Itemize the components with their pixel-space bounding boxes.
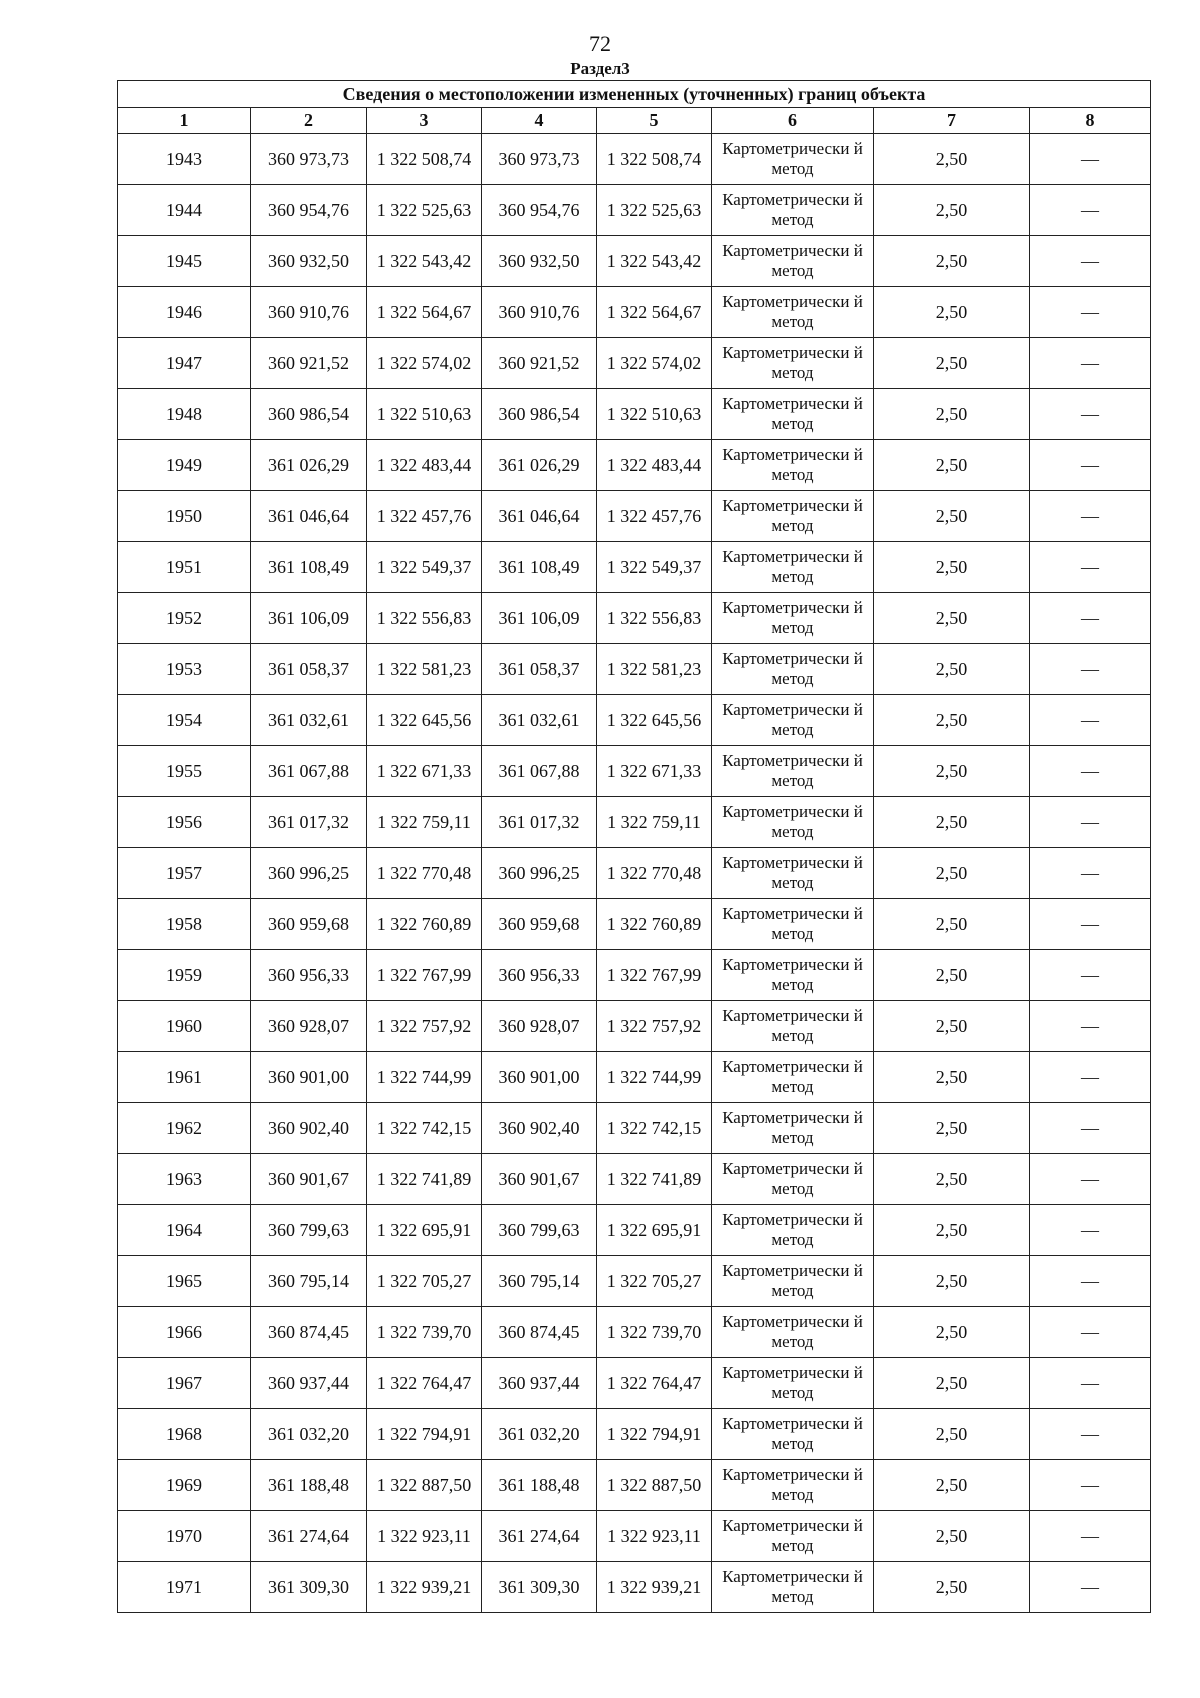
cell-x-new: 361 058,37	[482, 644, 597, 695]
table-row	[118, 644, 1151, 695]
cell-method: Картометрически й метод	[712, 491, 874, 542]
cell-method: Картометрически й метод	[712, 287, 874, 338]
cell-x-new: 360 901,67	[482, 1154, 597, 1205]
cell-point-number: 1963	[118, 1154, 251, 1205]
cell-x-old: 360 921,52	[251, 338, 367, 389]
cell-accuracy: 2,50	[874, 1409, 1030, 1460]
table-row	[118, 1511, 1151, 1562]
table-row	[118, 389, 1151, 440]
cell-y-new: 1 322 645,56	[597, 695, 712, 746]
cell-x-new: 360 954,76	[482, 185, 597, 236]
cell-y-new: 1 322 939,21	[597, 1562, 712, 1613]
cell-description: —	[1030, 1103, 1151, 1154]
table-row	[118, 491, 1151, 542]
cell-description: —	[1030, 1205, 1151, 1256]
cell-point-number: 1949	[118, 440, 251, 491]
cell-y-new: 1 322 549,37	[597, 542, 712, 593]
cell-description: —	[1030, 797, 1151, 848]
cell-accuracy: 2,50	[874, 1103, 1030, 1154]
table-row	[118, 1358, 1151, 1409]
cell-description: —	[1030, 236, 1151, 287]
cell-description: —	[1030, 134, 1151, 185]
section-title: Раздел3	[570, 59, 630, 78]
cell-y-new: 1 322 770,48	[597, 848, 712, 899]
cell-x-new: 361 026,29	[482, 440, 597, 491]
cell-method: Картометрически й метод	[712, 899, 874, 950]
cell-y-new: 1 322 671,33	[597, 746, 712, 797]
cell-method: Картометрически й метод	[712, 134, 874, 185]
cell-method: Картометрически й метод	[712, 1562, 874, 1613]
table-row	[118, 542, 1151, 593]
cell-accuracy: 2,50	[874, 1511, 1030, 1562]
cell-y-new: 1 322 739,70	[597, 1307, 712, 1358]
cell-x-new: 361 017,32	[482, 797, 597, 848]
table-row	[118, 848, 1151, 899]
cell-description: —	[1030, 848, 1151, 899]
cell-point-number: 1958	[118, 899, 251, 950]
cell-method: Картометрически й метод	[712, 1205, 874, 1256]
cell-description: —	[1030, 491, 1151, 542]
cell-description: —	[1030, 542, 1151, 593]
cell-accuracy: 2,50	[874, 1205, 1030, 1256]
cell-x-old: 360 902,40	[251, 1103, 367, 1154]
cell-method: Картометрически й метод	[712, 950, 874, 1001]
cell-y-old: 1 322 574,02	[367, 338, 482, 389]
table-row	[118, 338, 1151, 389]
cell-y-new: 1 322 525,63	[597, 185, 712, 236]
cell-x-old: 360 956,33	[251, 950, 367, 1001]
cell-x-old: 360 932,50	[251, 236, 367, 287]
cell-x-old: 361 188,48	[251, 1460, 367, 1511]
table-row	[118, 1460, 1151, 1511]
cell-x-new: 361 108,49	[482, 542, 597, 593]
cell-x-old: 361 058,37	[251, 644, 367, 695]
cell-point-number: 1948	[118, 389, 251, 440]
cell-y-new: 1 322 759,11	[597, 797, 712, 848]
table-body	[118, 134, 1151, 1613]
cell-x-new: 361 032,61	[482, 695, 597, 746]
cell-x-new: 361 046,64	[482, 491, 597, 542]
cell-y-old: 1 322 744,99	[367, 1052, 482, 1103]
cell-point-number: 1946	[118, 287, 251, 338]
cell-method: Картометрически й метод	[712, 338, 874, 389]
cell-x-new: 360 956,33	[482, 950, 597, 1001]
cell-point-number: 1951	[118, 542, 251, 593]
cell-point-number: 1959	[118, 950, 251, 1001]
cell-x-new: 360 986,54	[482, 389, 597, 440]
cell-x-old: 361 032,61	[251, 695, 367, 746]
cell-accuracy: 2,50	[874, 644, 1030, 695]
cell-y-new: 1 322 574,02	[597, 338, 712, 389]
cell-x-old: 361 032,20	[251, 1409, 367, 1460]
cell-description: —	[1030, 1307, 1151, 1358]
cell-y-old: 1 322 887,50	[367, 1460, 482, 1511]
cell-description: —	[1030, 1460, 1151, 1511]
cell-method: Картометрически й метод	[712, 1256, 874, 1307]
cell-x-old: 361 067,88	[251, 746, 367, 797]
cell-point-number: 1964	[118, 1205, 251, 1256]
cell-x-new: 361 309,30	[482, 1562, 597, 1613]
cell-x-old: 360 937,44	[251, 1358, 367, 1409]
cell-point-number: 1952	[118, 593, 251, 644]
cell-y-old: 1 322 508,74	[367, 134, 482, 185]
table-row	[118, 1256, 1151, 1307]
cell-description: —	[1030, 440, 1151, 491]
cell-point-number: 1945	[118, 236, 251, 287]
cell-x-old: 360 996,25	[251, 848, 367, 899]
cell-accuracy: 2,50	[874, 746, 1030, 797]
column-number-6: 6	[712, 108, 874, 134]
cell-x-new: 360 910,76	[482, 287, 597, 338]
cell-x-old: 361 026,29	[251, 440, 367, 491]
cell-method: Картометрически й метод	[712, 440, 874, 491]
table-row	[118, 1154, 1151, 1205]
cell-point-number: 1953	[118, 644, 251, 695]
cell-x-new: 360 921,52	[482, 338, 597, 389]
cell-point-number: 1961	[118, 1052, 251, 1103]
table-row	[118, 1001, 1151, 1052]
cell-y-new: 1 322 887,50	[597, 1460, 712, 1511]
cell-accuracy: 2,50	[874, 1460, 1030, 1511]
table-caption-row	[118, 81, 1151, 108]
cell-point-number: 1956	[118, 797, 251, 848]
cell-x-new: 361 274,64	[482, 1511, 597, 1562]
cell-method: Картометрически й метод	[712, 644, 874, 695]
cell-y-old: 1 322 741,89	[367, 1154, 482, 1205]
cell-y-old: 1 322 556,83	[367, 593, 482, 644]
cell-x-new: 361 067,88	[482, 746, 597, 797]
cell-y-new: 1 322 923,11	[597, 1511, 712, 1562]
table-row	[118, 440, 1151, 491]
cell-accuracy: 2,50	[874, 134, 1030, 185]
cell-x-new: 360 799,63	[482, 1205, 597, 1256]
cell-x-old: 361 108,49	[251, 542, 367, 593]
cell-x-old: 360 910,76	[251, 287, 367, 338]
cell-method: Картометрически й метод	[712, 1001, 874, 1052]
table-row	[118, 287, 1151, 338]
cell-description: —	[1030, 1001, 1151, 1052]
cell-y-old: 1 322 939,21	[367, 1562, 482, 1613]
table-row	[118, 134, 1151, 185]
cell-accuracy: 2,50	[874, 593, 1030, 644]
table-row	[118, 1205, 1151, 1256]
cell-point-number: 1944	[118, 185, 251, 236]
cell-method: Картометрически й метод	[712, 389, 874, 440]
table-row	[118, 1562, 1151, 1613]
table-row	[118, 899, 1151, 950]
cell-y-old: 1 322 543,42	[367, 236, 482, 287]
cell-point-number: 1947	[118, 338, 251, 389]
cell-method: Картометрически й метод	[712, 797, 874, 848]
cell-accuracy: 2,50	[874, 950, 1030, 1001]
cell-description: —	[1030, 899, 1151, 950]
cell-description: —	[1030, 338, 1151, 389]
coordinates-table	[117, 80, 1151, 1613]
cell-point-number: 1967	[118, 1358, 251, 1409]
table-row	[118, 746, 1151, 797]
cell-x-new: 360 937,44	[482, 1358, 597, 1409]
cell-x-old: 360 874,45	[251, 1307, 367, 1358]
table-row	[118, 950, 1151, 1001]
cell-y-new: 1 322 757,92	[597, 1001, 712, 1052]
cell-description: —	[1030, 950, 1151, 1001]
cell-point-number: 1968	[118, 1409, 251, 1460]
cell-x-old: 360 959,68	[251, 899, 367, 950]
cell-method: Картометрически й метод	[712, 542, 874, 593]
cell-accuracy: 2,50	[874, 1358, 1030, 1409]
cell-method: Картометрически й метод	[712, 1154, 874, 1205]
cell-y-old: 1 322 525,63	[367, 185, 482, 236]
cell-y-old: 1 322 759,11	[367, 797, 482, 848]
cell-method: Картометрически й метод	[712, 185, 874, 236]
column-number-1: 1	[118, 108, 251, 134]
cell-y-new: 1 322 508,74	[597, 134, 712, 185]
cell-accuracy: 2,50	[874, 1562, 1030, 1613]
cell-description: —	[1030, 1358, 1151, 1409]
cell-description: —	[1030, 695, 1151, 746]
cell-y-old: 1 322 645,56	[367, 695, 482, 746]
cell-accuracy: 2,50	[874, 236, 1030, 287]
cell-point-number: 1971	[118, 1562, 251, 1613]
cell-y-old: 1 322 564,67	[367, 287, 482, 338]
cell-point-number: 1969	[118, 1460, 251, 1511]
cell-point-number: 1950	[118, 491, 251, 542]
cell-accuracy: 2,50	[874, 440, 1030, 491]
table-row	[118, 695, 1151, 746]
cell-y-old: 1 322 695,91	[367, 1205, 482, 1256]
column-number-5: 5	[597, 108, 712, 134]
column-number-3: 3	[367, 108, 482, 134]
table-row	[118, 797, 1151, 848]
cell-point-number: 1962	[118, 1103, 251, 1154]
cell-x-old: 360 901,00	[251, 1052, 367, 1103]
cell-y-new: 1 322 705,27	[597, 1256, 712, 1307]
cell-y-new: 1 322 543,42	[597, 236, 712, 287]
cell-method: Картометрически й метод	[712, 236, 874, 287]
cell-x-new: 360 902,40	[482, 1103, 597, 1154]
cell-method: Картометрически й метод	[712, 593, 874, 644]
cell-x-old: 361 046,64	[251, 491, 367, 542]
cell-description: —	[1030, 644, 1151, 695]
cell-y-old: 1 322 794,91	[367, 1409, 482, 1460]
cell-description: —	[1030, 593, 1151, 644]
cell-accuracy: 2,50	[874, 797, 1030, 848]
column-number-7: 7	[874, 108, 1030, 134]
cell-x-new: 360 795,14	[482, 1256, 597, 1307]
cell-description: —	[1030, 746, 1151, 797]
column-number-4: 4	[482, 108, 597, 134]
table-row	[118, 236, 1151, 287]
cell-y-old: 1 322 764,47	[367, 1358, 482, 1409]
cell-x-old: 360 954,76	[251, 185, 367, 236]
table-row	[118, 185, 1151, 236]
cell-point-number: 1965	[118, 1256, 251, 1307]
cell-accuracy: 2,50	[874, 287, 1030, 338]
column-number-2: 2	[251, 108, 367, 134]
cell-accuracy: 2,50	[874, 1052, 1030, 1103]
cell-description: —	[1030, 185, 1151, 236]
cell-method: Картометрически й метод	[712, 1307, 874, 1358]
cell-method: Картометрически й метод	[712, 1358, 874, 1409]
cell-x-new: 361 188,48	[482, 1460, 597, 1511]
cell-y-new: 1 322 695,91	[597, 1205, 712, 1256]
cell-point-number: 1960	[118, 1001, 251, 1052]
cell-method: Картометрически й метод	[712, 1460, 874, 1511]
cell-x-new: 360 874,45	[482, 1307, 597, 1358]
cell-y-old: 1 322 510,63	[367, 389, 482, 440]
cell-description: —	[1030, 1256, 1151, 1307]
cell-accuracy: 2,50	[874, 848, 1030, 899]
cell-accuracy: 2,50	[874, 1154, 1030, 1205]
cell-y-old: 1 322 770,48	[367, 848, 482, 899]
cell-accuracy: 2,50	[874, 1307, 1030, 1358]
cell-y-old: 1 322 757,92	[367, 1001, 482, 1052]
cell-point-number: 1954	[118, 695, 251, 746]
cell-x-new: 360 928,07	[482, 1001, 597, 1052]
cell-x-new: 360 932,50	[482, 236, 597, 287]
cell-x-old: 361 274,64	[251, 1511, 367, 1562]
cell-description: —	[1030, 1511, 1151, 1562]
table-row	[118, 593, 1151, 644]
cell-x-old: 360 928,07	[251, 1001, 367, 1052]
cell-accuracy: 2,50	[874, 542, 1030, 593]
cell-point-number: 1957	[118, 848, 251, 899]
table-row	[118, 1307, 1151, 1358]
cell-y-new: 1 322 483,44	[597, 440, 712, 491]
cell-y-old: 1 322 705,27	[367, 1256, 482, 1307]
cell-method: Картометрически й метод	[712, 848, 874, 899]
cell-x-new: 361 106,09	[482, 593, 597, 644]
cell-y-old: 1 322 581,23	[367, 644, 482, 695]
table-row	[118, 1103, 1151, 1154]
cell-accuracy: 2,50	[874, 185, 1030, 236]
cell-x-old: 361 106,09	[251, 593, 367, 644]
cell-description: —	[1030, 1154, 1151, 1205]
cell-method: Картометрически й метод	[712, 1052, 874, 1103]
cell-accuracy: 2,50	[874, 389, 1030, 440]
cell-description: —	[1030, 389, 1151, 440]
cell-method: Картометрически й метод	[712, 1409, 874, 1460]
cell-y-new: 1 322 564,67	[597, 287, 712, 338]
table-caption: Сведения о местоположении измененных (уточненных) границ объекта	[118, 81, 1151, 108]
cell-description: —	[1030, 1562, 1151, 1613]
cell-method: Картометрически й метод	[712, 695, 874, 746]
cell-point-number: 1943	[118, 134, 251, 185]
cell-y-old: 1 322 767,99	[367, 950, 482, 1001]
cell-y-new: 1 322 457,76	[597, 491, 712, 542]
cell-x-old: 360 799,63	[251, 1205, 367, 1256]
cell-x-old: 361 309,30	[251, 1562, 367, 1613]
cell-y-old: 1 322 923,11	[367, 1511, 482, 1562]
cell-method: Картометрически й метод	[712, 746, 874, 797]
cell-y-new: 1 322 764,47	[597, 1358, 712, 1409]
cell-y-old: 1 322 457,76	[367, 491, 482, 542]
cell-accuracy: 2,50	[874, 1256, 1030, 1307]
cell-x-old: 360 901,67	[251, 1154, 367, 1205]
cell-description: —	[1030, 1052, 1151, 1103]
cell-y-old: 1 322 742,15	[367, 1103, 482, 1154]
cell-y-new: 1 322 744,99	[597, 1052, 712, 1103]
cell-point-number: 1970	[118, 1511, 251, 1562]
cell-accuracy: 2,50	[874, 1001, 1030, 1052]
cell-x-new: 361 032,20	[482, 1409, 597, 1460]
cell-y-new: 1 322 794,91	[597, 1409, 712, 1460]
cell-y-new: 1 322 556,83	[597, 593, 712, 644]
column-number-8: 8	[1030, 108, 1151, 134]
cell-method: Картометрически й метод	[712, 1511, 874, 1562]
cell-y-old: 1 322 549,37	[367, 542, 482, 593]
cell-x-old: 360 986,54	[251, 389, 367, 440]
cell-x-new: 360 959,68	[482, 899, 597, 950]
cell-point-number: 1966	[118, 1307, 251, 1358]
cell-y-new: 1 322 510,63	[597, 389, 712, 440]
table-row	[118, 1409, 1151, 1460]
cell-y-new: 1 322 767,99	[597, 950, 712, 1001]
cell-description: —	[1030, 1409, 1151, 1460]
cell-x-old: 361 017,32	[251, 797, 367, 848]
cell-y-new: 1 322 742,15	[597, 1103, 712, 1154]
page-number: 72	[589, 31, 611, 56]
cell-y-old: 1 322 739,70	[367, 1307, 482, 1358]
cell-point-number: 1955	[118, 746, 251, 797]
table-row	[118, 1052, 1151, 1103]
cell-x-new: 360 996,25	[482, 848, 597, 899]
cell-y-new: 1 322 741,89	[597, 1154, 712, 1205]
cell-y-new: 1 322 760,89	[597, 899, 712, 950]
cell-description: —	[1030, 287, 1151, 338]
column-number-row	[118, 108, 1151, 134]
cell-x-old: 360 795,14	[251, 1256, 367, 1307]
cell-accuracy: 2,50	[874, 338, 1030, 389]
cell-y-new: 1 322 581,23	[597, 644, 712, 695]
cell-method: Картометрически й метод	[712, 1103, 874, 1154]
cell-x-old: 360 973,73	[251, 134, 367, 185]
cell-y-old: 1 322 760,89	[367, 899, 482, 950]
cell-x-new: 360 901,00	[482, 1052, 597, 1103]
cell-x-new: 360 973,73	[482, 134, 597, 185]
cell-y-old: 1 322 483,44	[367, 440, 482, 491]
cell-accuracy: 2,50	[874, 899, 1030, 950]
cell-accuracy: 2,50	[874, 491, 1030, 542]
cell-y-old: 1 322 671,33	[367, 746, 482, 797]
cell-accuracy: 2,50	[874, 695, 1030, 746]
